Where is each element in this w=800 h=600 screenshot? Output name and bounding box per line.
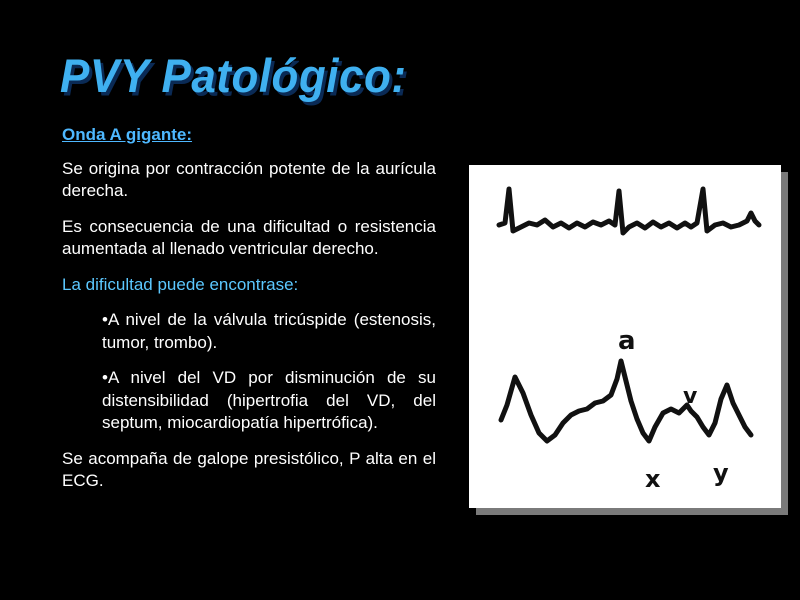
jugular-venous-pulse-trace <box>501 361 751 441</box>
ecg-trace <box>499 189 759 233</box>
label-v-wave: v <box>683 384 698 409</box>
jugular-pulse-figure <box>469 165 781 508</box>
bullet-tricuspid: •A nivel de la válvula tricúspide (estenosis, tumor, trombo). <box>102 310 436 352</box>
subheading: Onda A gigante: <box>62 125 193 144</box>
slide-body <box>62 124 436 506</box>
causes-intro: La dificultad puede encontrase: <box>62 274 299 294</box>
label-x-descent: x <box>645 465 661 493</box>
slide-title: PVY Patológico: <box>60 50 407 103</box>
waveform-image <box>469 165 781 508</box>
paragraph-gallop: Se acompaña de galope presistólico, P alta en el ECG. <box>62 448 436 490</box>
label-a-wave: a <box>618 326 636 356</box>
paragraph-consequence: Es consecuencia de una dificultad o resistencia aumentada al llenado ventricular derecho. <box>62 216 436 258</box>
paragraph-origin: Se origina por contracción potente de la aurícula derecha. <box>62 158 436 200</box>
label-y-descent: y <box>713 459 729 487</box>
bullet-rv: •A nivel del VD por disminución de su distensibilidad (hipertrofia del VD, del septum, miocardiopatía hipertrófica). <box>102 368 436 432</box>
